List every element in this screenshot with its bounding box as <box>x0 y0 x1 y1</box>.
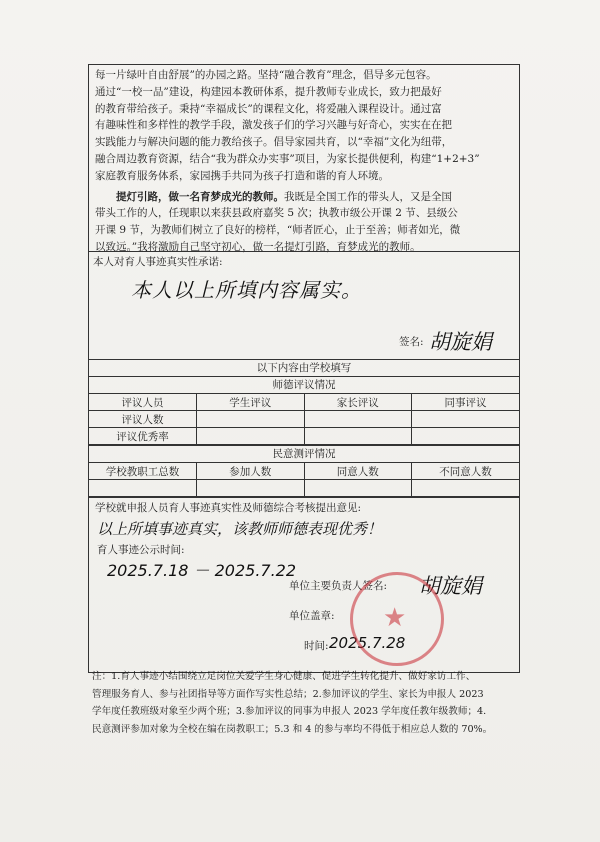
row-label: 评议优秀率 <box>89 428 197 445</box>
star-icon: ★ <box>383 603 407 633</box>
table-cell <box>197 428 305 445</box>
text-line: 开课 9 节，为教师们树立了良好的榜样，“师者匠心，止于至善；师者如光，微 <box>95 224 461 237</box>
heading-bold: 提灯引路，做一名育梦成光的教师。 <box>116 190 284 203</box>
review-label: 学校就申报人员育人事迹真实性及师德综合考核提出意见: <box>95 502 362 514</box>
footnote-line: 民意测评参加对象为全校在编在岗教职工；5.3 和 4 的参与率均不得低于相应总人数的 70%。 <box>92 723 493 735</box>
text-line <box>95 189 513 206</box>
table-cell <box>89 480 197 497</box>
head-signature: 胡旋娟 <box>419 574 482 598</box>
row-label: 评议人数 <box>89 411 197 428</box>
text-line: 以致远。”我将激励自己坚守初心，做一名提灯引路，育梦成光的教师。 <box>95 240 421 253</box>
time-label: 时间: <box>304 640 329 652</box>
ethics-table-row <box>89 393 519 445</box>
survey-table-row <box>89 462 519 497</box>
publicity-label: 育人事迹公示时间: <box>97 544 185 556</box>
text-line: 带头工作的人，任现职以来获县政府嘉奖 5 次；执教市级公开课 2 节、县级公 <box>95 207 458 220</box>
table-cell <box>304 480 412 497</box>
table-header: 同事评议 <box>412 394 520 411</box>
date-handwriting: 2025.7.28 <box>329 634 406 652</box>
text-span: 我既是全国工作的带头人，又是全国 <box>284 190 452 203</box>
commitment-cell <box>89 251 519 359</box>
signature-label: 签名: <box>399 336 424 348</box>
official-seal <box>350 572 444 666</box>
school-fill-header: 以下内容由学校填写 <box>89 359 519 376</box>
text-line: 通过“一校一品”建设，构建园本教研体系，提升教师专业成长，致力把最好 <box>95 85 442 98</box>
table-header: 学校教职工总数 <box>89 463 197 480</box>
text-line: 实践能力与解决问题的能力教给孩子。倡导家园共育，以“幸福”文化为纽带， <box>95 136 453 149</box>
ethics-table <box>89 394 519 445</box>
survey-table <box>89 463 519 497</box>
survey-title: 民意测评情况 <box>89 445 519 462</box>
publicity-dates-handwriting: 2025.7.18 － 2025.7.22 <box>107 561 297 580</box>
review-cell <box>89 497 519 672</box>
table-cell <box>412 480 520 497</box>
text-line: 家庭教育服务体系，家园携手共同为孩子打造和谐的育人环境。 <box>95 169 389 182</box>
seal-label: 单位盖章: <box>289 610 335 622</box>
table-header: 同意人数 <box>304 463 412 480</box>
footnote <box>88 666 518 740</box>
table-header: 评议人员 <box>89 394 197 411</box>
table-cell <box>197 480 305 497</box>
table-header: 家长评议 <box>304 394 412 411</box>
table-cell <box>304 428 412 445</box>
text-line: 有趣味性和多样性的教学手段，激发孩子们的学习兴趣与好奇心，实实在在把 <box>95 119 452 132</box>
applicant-signature: 胡旋娟 <box>429 330 492 354</box>
table-cell <box>197 411 305 428</box>
table-header: 不同意人数 <box>412 463 520 480</box>
table-header: 学生评议 <box>197 394 305 411</box>
table-header: 参加人数 <box>197 463 305 480</box>
footnote-line: 学年度任教班级对象至少两个班；3.参加评议的同事为申报人 2023 学年度任教年级教师；4. <box>92 706 487 717</box>
text-line: 的教育带给孩子。秉持“幸福成长”的课程文化，将爱融入课程设计。通过富 <box>95 102 442 115</box>
footnote-line: 管理服务育人、参与社团指导等方面作写实性总结；2.参加评议的学生、家长为申报人 2023 <box>92 688 484 700</box>
text-line: 每一片绿叶自由舒展”的办园之路。坚持“融合教育”理念，倡导多元包容。 <box>95 69 437 81</box>
commitment-handwriting: 本人以上所填内容属实。 <box>131 278 362 302</box>
form-table <box>88 64 520 673</box>
footnote-line: 注：1.育人事迹小结围绕立足岗位关爱学生身心健康、促进学生转化提升、做好家访工作、 <box>92 671 476 682</box>
table-cell <box>304 411 412 428</box>
ethics-title: 师德评议情况 <box>89 376 519 393</box>
commitment-label: 本人对育人事迹真实性承诺: <box>93 256 223 268</box>
deeds-text-cell <box>89 65 519 251</box>
head-signature-label: 单位主要负责人签名: <box>289 580 388 592</box>
table-cell <box>412 428 520 445</box>
review-opinion-handwriting: 以上所填事迹真实，该教师师德表现优秀！ <box>97 520 383 538</box>
table-cell <box>412 411 520 428</box>
text-line: 融合周边教育资源，结合“我为群众办实事”项目，为家长提供便利，构建“1+2+3” <box>95 152 480 165</box>
